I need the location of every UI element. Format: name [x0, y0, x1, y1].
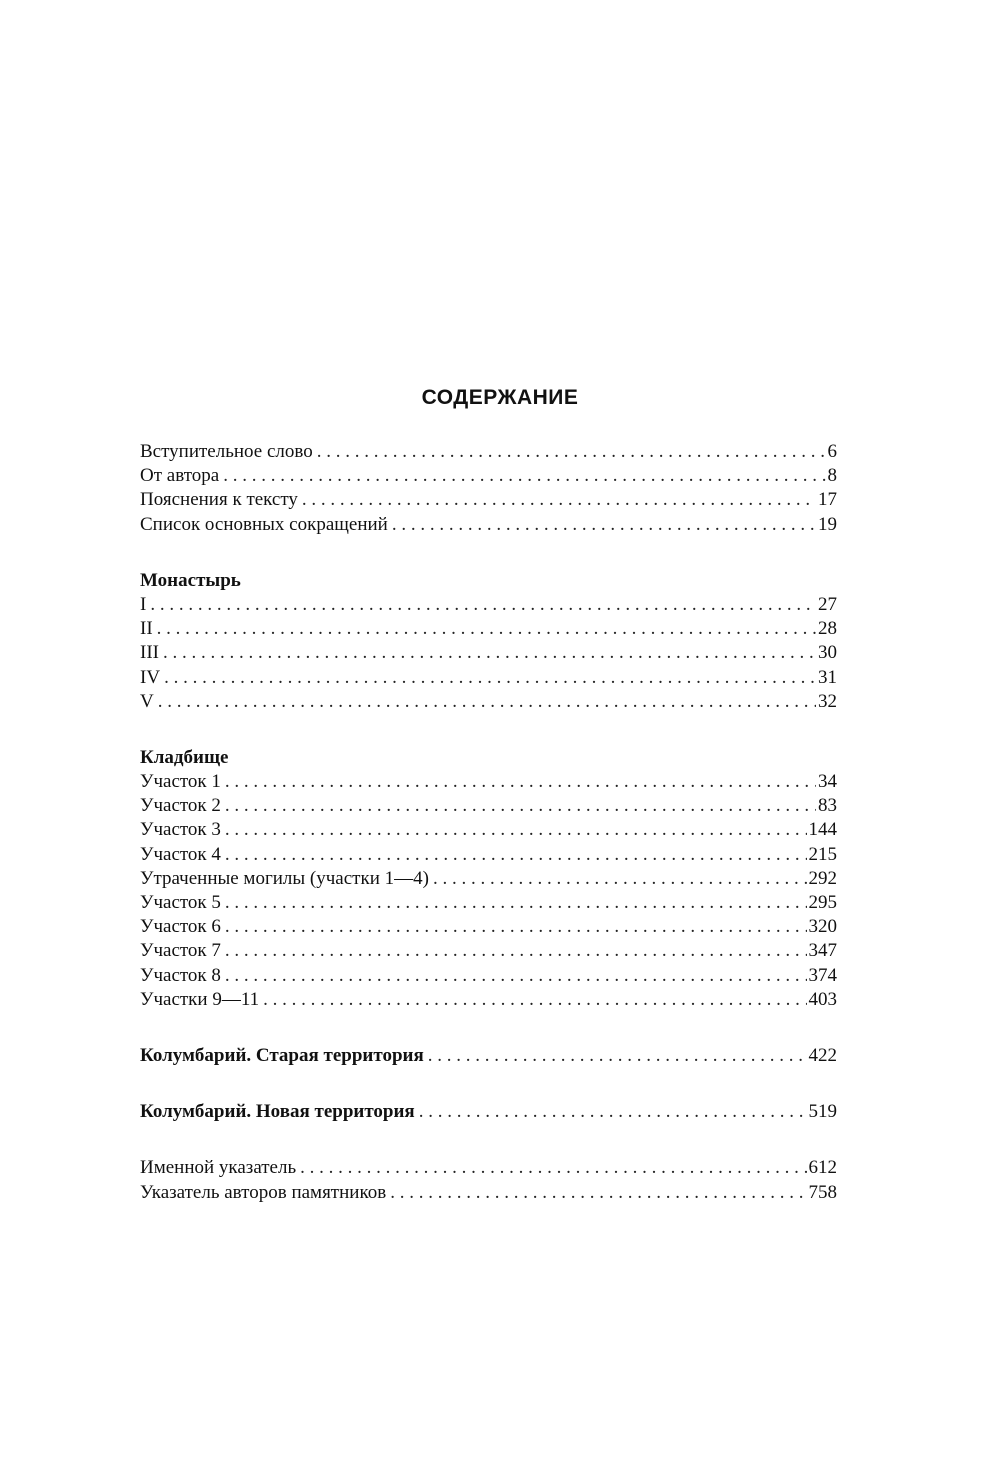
- table-of-contents: [140, 440, 837, 1205]
- dot-leader: [223, 464, 825, 488]
- toc-entry-page: 19: [818, 513, 837, 535]
- toc-entry-page: 27: [818, 593, 837, 615]
- toc-entry: [140, 818, 837, 842]
- toc-entry-label: Участок 2: [140, 795, 221, 817]
- dot-leader: [263, 988, 806, 1012]
- toc-entry: [140, 641, 837, 665]
- section-gap: [140, 1068, 837, 1100]
- toc-entry: [140, 488, 837, 512]
- toc-entry: [140, 513, 837, 537]
- toc-entry-label: II: [140, 618, 153, 640]
- toc-entry-label: I: [140, 593, 147, 615]
- toc-entry-page: 31: [818, 666, 837, 688]
- dot-leader: [157, 617, 816, 641]
- toc-entry-label: Участок 8: [140, 964, 221, 986]
- page-title: СОДЕРЖАНИЕ: [421, 386, 579, 409]
- toc-entry: [140, 1156, 837, 1180]
- toc-entry: [140, 891, 837, 915]
- toc-entry-label: V: [140, 690, 154, 712]
- toc-entry: [140, 690, 837, 714]
- dot-leader: [225, 770, 816, 794]
- section-gap: [140, 1124, 837, 1156]
- toc-entry-label: Колумбарий. Новая территория: [140, 1101, 415, 1123]
- toc-entry-page: 403: [808, 988, 837, 1010]
- toc-entry-label: Указатель авторов памятников: [140, 1181, 387, 1203]
- toc-entry-label: От автора: [140, 465, 220, 487]
- toc-entry-label: Участок 3: [140, 819, 221, 841]
- dot-leader: [302, 488, 816, 512]
- dot-leader: [392, 513, 816, 537]
- dot-leader: [225, 964, 807, 988]
- dot-leader: [225, 818, 807, 842]
- dot-leader: [225, 939, 807, 963]
- toc-entry-label: Утраченные могилы (участки 1—4): [140, 867, 429, 889]
- dot-leader: [150, 593, 816, 617]
- dot-leader: [225, 891, 807, 915]
- dot-leader: [158, 690, 816, 714]
- section-heading-cemetery: Кладбище: [140, 746, 229, 768]
- toc-entry-page: 6: [827, 441, 837, 462]
- dot-leader: [300, 1156, 806, 1180]
- toc-entry: [140, 988, 837, 1012]
- toc-entry-page: 612: [808, 1157, 837, 1179]
- toc-entry: [140, 1181, 837, 1205]
- toc-entry-page: 83: [818, 795, 837, 817]
- toc-entry-page: 32: [818, 690, 837, 712]
- toc-entry-page: 144: [808, 819, 837, 841]
- toc-entry-label: Список основных сокращений: [140, 513, 388, 535]
- toc-entry-page: 519: [808, 1101, 837, 1123]
- toc-entry-label: Участок 1: [140, 771, 221, 793]
- toc-entry-page: 215: [808, 843, 837, 865]
- dot-leader: [317, 440, 826, 464]
- toc-entry-page: 34: [818, 771, 837, 793]
- toc-entry: [140, 464, 837, 488]
- toc-entry-label: Участки 9—11: [140, 988, 260, 1010]
- toc-entry: [140, 593, 837, 617]
- toc-entry: [140, 794, 837, 818]
- toc-entry-page: 422: [808, 1044, 837, 1066]
- toc-entry: [140, 939, 837, 963]
- toc-entry-label: Участок 5: [140, 892, 221, 913]
- toc-entry-page: 28: [818, 618, 837, 640]
- dot-leader: [163, 641, 816, 665]
- toc-entry-label: Участок 7: [140, 940, 221, 962]
- toc-entry: [140, 867, 837, 891]
- toc-entry: [140, 666, 837, 690]
- toc-entry-label: Вступительное слово: [140, 441, 313, 462]
- dot-leader: [225, 794, 816, 818]
- section-heading-monastery: Монастырь: [140, 569, 241, 591]
- toc-entry: [140, 964, 837, 988]
- toc-entry-label: Пояснения к тексту: [140, 489, 298, 511]
- toc-entry-columbarium-new: [140, 1100, 837, 1124]
- dot-leader: [164, 666, 816, 690]
- toc-entry-label: IV: [140, 666, 161, 688]
- dot-leader: [225, 843, 807, 867]
- section-gap: [140, 1012, 837, 1044]
- toc-entry-label: Колумбарий. Старая территория: [140, 1044, 424, 1066]
- toc-entry-page: 295: [808, 892, 837, 913]
- dot-leader: [390, 1181, 806, 1205]
- toc-entry-page: 374: [808, 964, 837, 986]
- dot-leader: [433, 867, 807, 891]
- section-gap: [140, 537, 837, 569]
- toc-entry-page: 30: [818, 642, 837, 664]
- toc-entry: [140, 440, 837, 464]
- dot-leader: [419, 1100, 807, 1124]
- toc-entry-label: Участок 4: [140, 843, 221, 865]
- toc-entry-page: 292: [808, 867, 837, 889]
- toc-entry-page: 347: [808, 940, 837, 962]
- toc-entry-label: Именной указатель: [140, 1157, 297, 1179]
- toc-entry-page: 320: [808, 916, 837, 938]
- toc-entry-label: III: [140, 642, 159, 664]
- toc-entry: [140, 617, 837, 641]
- dot-leader: [225, 915, 807, 939]
- dot-leader: [428, 1044, 807, 1068]
- toc-entry-page: 758: [808, 1181, 837, 1203]
- section-gap: [140, 714, 837, 746]
- toc-entry-columbarium-old: [140, 1044, 837, 1068]
- toc-entry: [140, 915, 837, 939]
- toc-entry-page: 17: [818, 489, 837, 511]
- toc-entry-label: Участок 6: [140, 916, 221, 938]
- toc-entry: [140, 843, 837, 867]
- toc-entry-page: 8: [827, 465, 837, 487]
- toc-entry: [140, 770, 837, 794]
